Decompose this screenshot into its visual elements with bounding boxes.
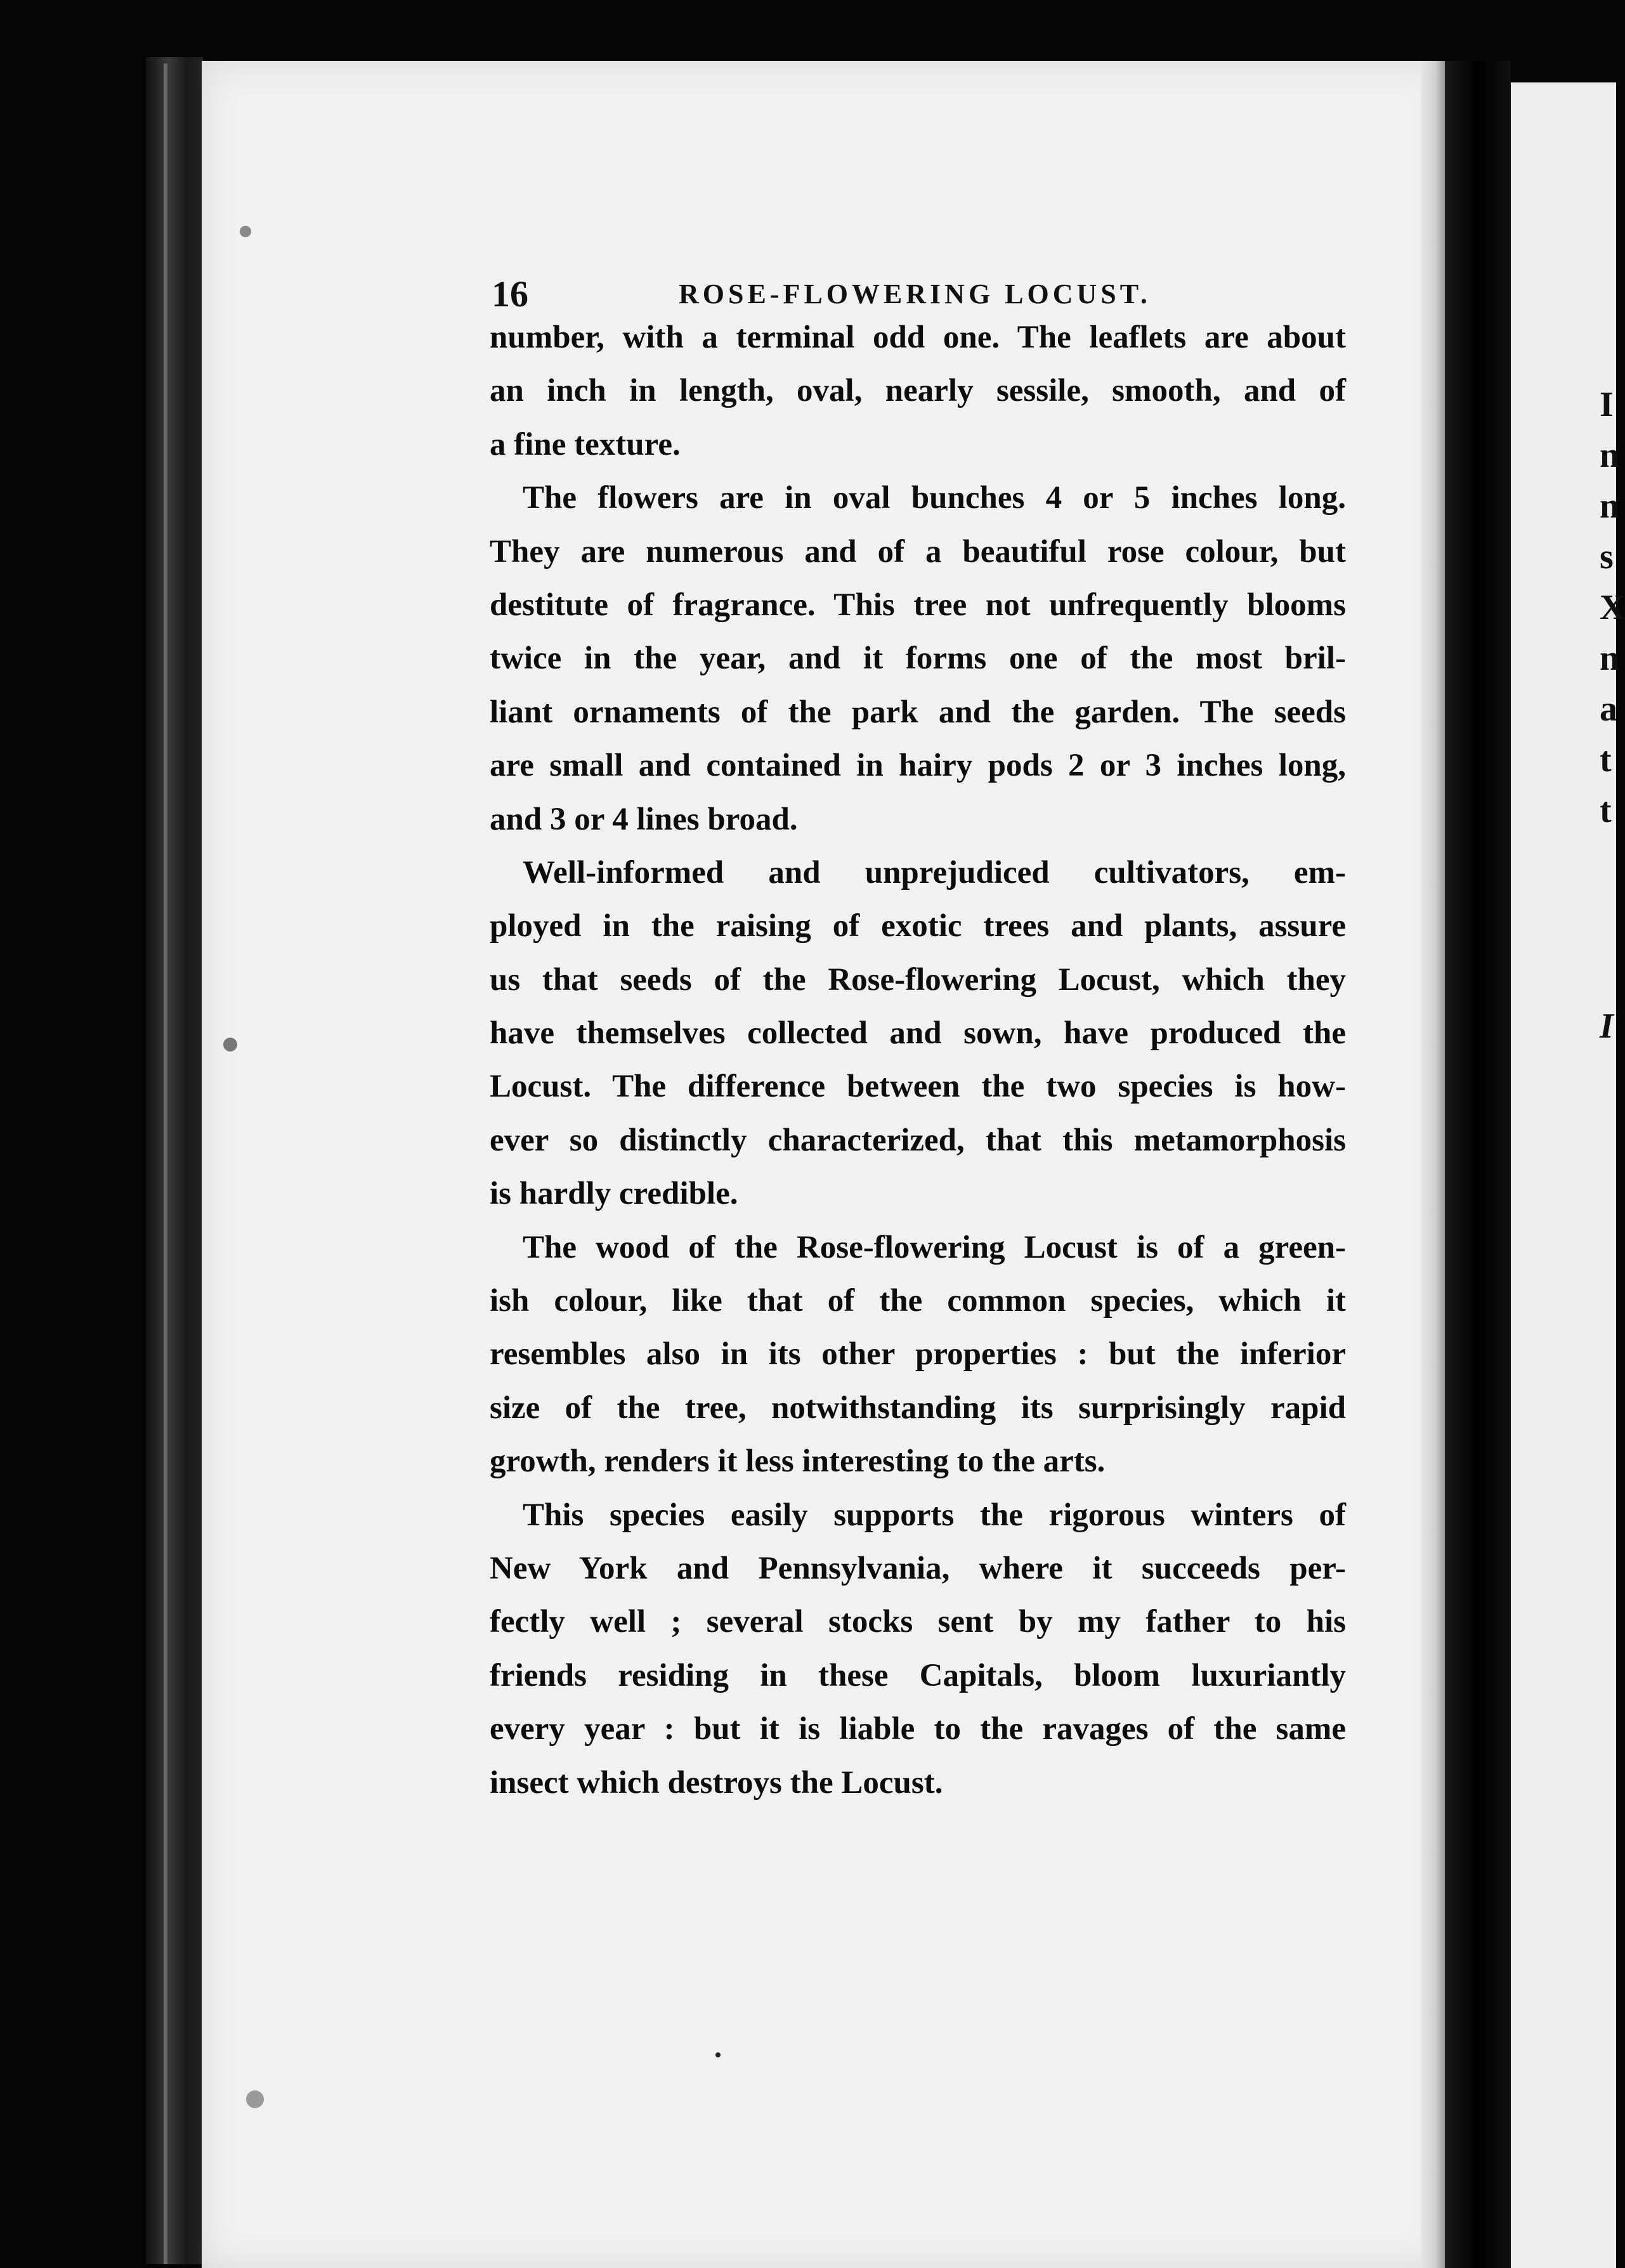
adjacent-page-fragment: n (1600, 486, 1620, 526)
text-line: Well-informed and unprejudiced cultivators, em- (523, 854, 1346, 890)
adjacent-page-fragment: I (1600, 1007, 1614, 1046)
text-line: insect which destroys the Locust. (490, 1764, 943, 1801)
paper-speck (246, 2090, 264, 2108)
text-line: ish colour, like that of the common species, which it (490, 1283, 1346, 1319)
book-left-edge (146, 57, 203, 2264)
running-head: ROSE-FLOWERING LOCUST. (679, 278, 1151, 310)
text-line: size of the tree, notwithstanding its surprisingly rapid (490, 1390, 1346, 1426)
text-line: growth, renders it less interesting to the arts. (490, 1444, 1106, 1480)
text-line: The wood of the Rose-flowering Locust is of a green- (523, 1229, 1346, 1265)
text-line: This species easily supports the rigorous winters of (523, 1497, 1346, 1533)
text-line: an inch in length, oval, nearly sessile, smooth, and of (490, 373, 1346, 409)
text-line: Locust. The difference between the two species is how- (490, 1069, 1346, 1105)
text-line: friends residing in these Capitals, bloom luxuriantly (490, 1657, 1346, 1693)
text-line: The flowers are in oval bunches 4 or 5 inches long. (523, 480, 1346, 516)
text-line: is hardly credible. (490, 1176, 738, 1212)
text-line: us that seeds of the Rose-flowering Locust, which they (490, 961, 1346, 998)
text-line: They are numerous and of a beautiful rose colour, but (490, 533, 1346, 570)
paper-speck (223, 1038, 237, 1052)
adjacent-page-fragment: a (1600, 689, 1617, 729)
adjacent-page-fragment: s (1600, 537, 1614, 577)
text-line: number, with a terminal odd one. The leaflets are about (490, 320, 1346, 355)
adjacent-page-fragment: n (1600, 639, 1620, 678)
adjacent-page-fragment: t (1600, 740, 1612, 779)
text-line: every year : but it is liable to the ravages of the same (490, 1711, 1346, 1747)
text-line: are small and contained in hairy pods 2 or 3 inches long, (490, 748, 1346, 784)
page-fold-shadow (1421, 61, 1445, 2268)
body-text (490, 311, 1346, 1809)
book-gutter (1445, 61, 1511, 2268)
paper-speck (715, 2052, 721, 2057)
text-line: New York and Pennsylvania, where it succeeds per- (490, 1550, 1346, 1586)
adjacent-page-fragment: I (1600, 385, 1614, 424)
adjacent-page-fragment: t (1600, 791, 1612, 830)
adjacent-page-fragment: n (1600, 436, 1620, 475)
text-line: fectly well ; several stocks sent by my father to his (490, 1604, 1346, 1640)
text-line: ployed in the raising of exotic trees and plants, assure (490, 908, 1346, 944)
adjacent-page (1511, 82, 1625, 2268)
text-line: ever so distinctly characterized, that this metamorphosis (490, 1122, 1346, 1158)
text-line: liant ornaments of the park and the garden. The seeds (490, 694, 1346, 730)
adjacent-page-fragment: X (1600, 588, 1625, 627)
text-line: and 3 or 4 lines broad. (490, 801, 798, 837)
page-number: 16 (492, 273, 528, 315)
text-line: a fine texture. (490, 426, 681, 462)
text-line: destitute of fragrance. This tree not unfrequently blooms (490, 587, 1346, 623)
paper-speck (240, 226, 251, 237)
book-spine-line (164, 63, 167, 2264)
text-line: twice in the year, and it forms one of the most bril- (490, 641, 1346, 677)
text-line: resembles also in its other properties : but the inferior (490, 1336, 1346, 1372)
text-line: have themselves collected and sown, have produced the (490, 1015, 1346, 1052)
